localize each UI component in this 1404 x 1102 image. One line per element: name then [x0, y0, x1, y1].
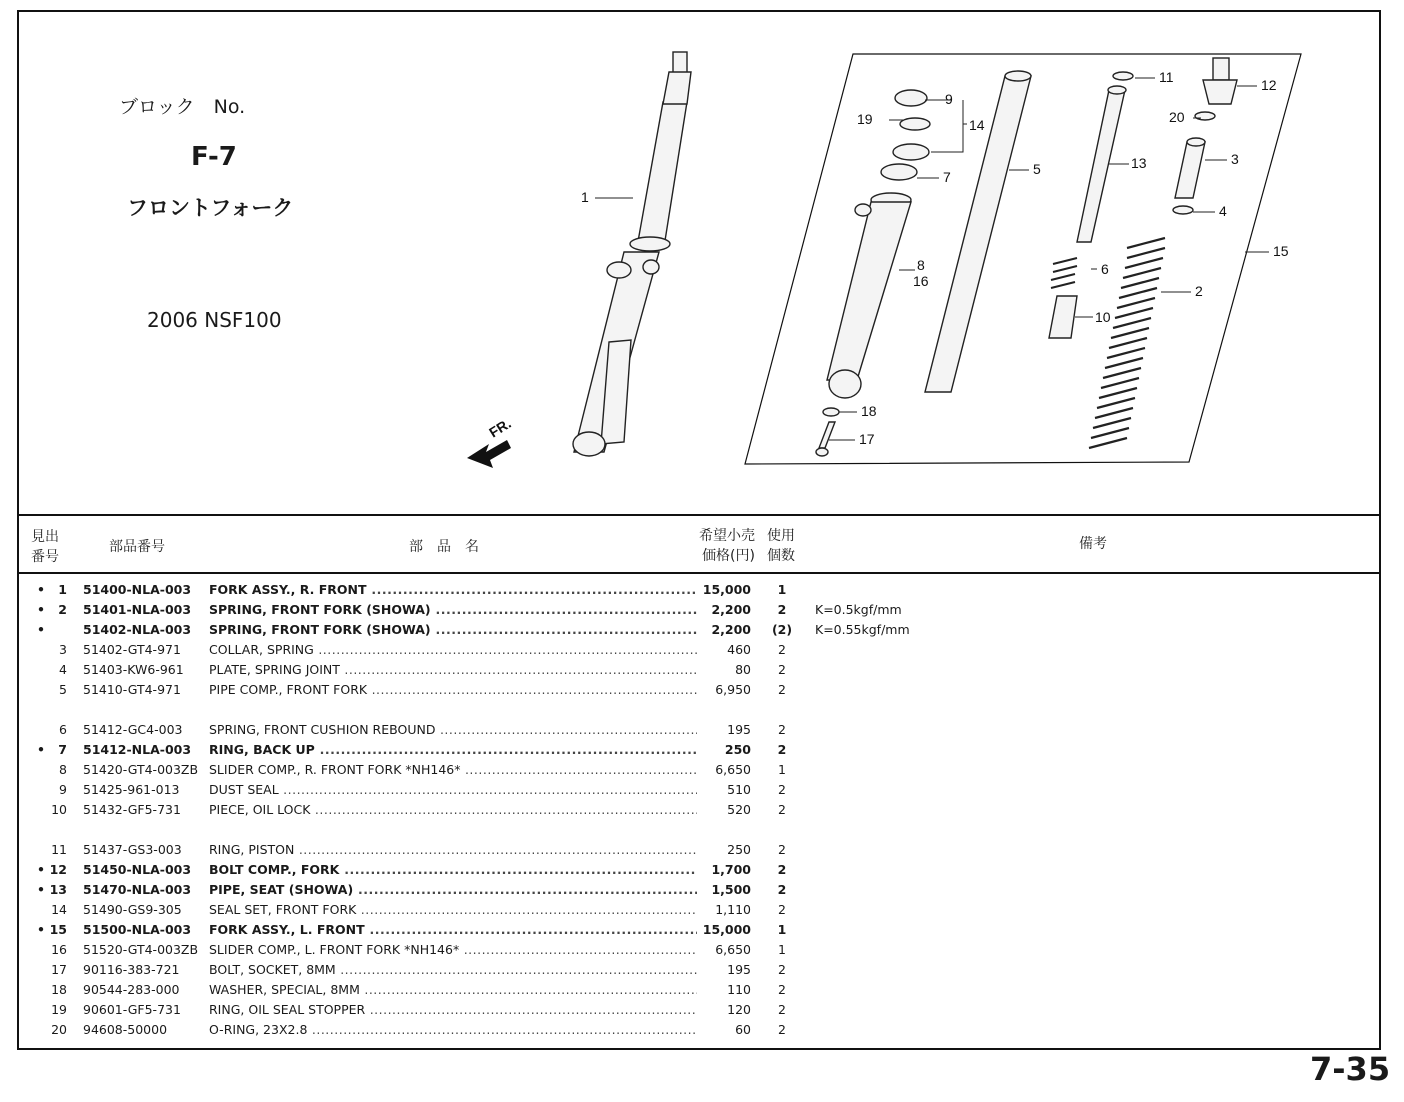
header-divider — [19, 572, 1379, 574]
callout-14: 14 — [969, 117, 985, 133]
part-name-cell: SLIDER COMP., L. FRONT FORK *NH146* ..... — [209, 940, 697, 960]
part-number-cell: 51402-NLA-003 — [83, 622, 192, 637]
quantity-cell: 1 — [777, 582, 787, 597]
table-row — [19, 940, 1379, 960]
callout-5: 5 — [1033, 161, 1041, 177]
price-cell: 110 — [727, 982, 751, 997]
price-cell: 510 — [727, 782, 751, 797]
col-header-remarks: 備考 — [1079, 536, 1107, 552]
price-cell: 195 — [727, 722, 751, 737]
part-number-cell: 51520-GT4-003ZB — [83, 942, 199, 957]
price-cell: 250 — [727, 842, 751, 857]
table-row — [19, 1020, 1379, 1040]
callout-6: 6 — [1101, 261, 1109, 277]
quantity-cell: 2 — [778, 782, 786, 797]
part-name-cell: PIPE COMP., FRONT FORK ..... — [209, 680, 697, 700]
table-row — [19, 920, 1379, 940]
ref-number: 2 — [58, 602, 67, 617]
table-row — [19, 800, 1379, 820]
col-header-part-no: 部品番号 — [109, 539, 165, 555]
part-name-cell: DUST SEAL ..... — [209, 780, 697, 800]
part-name-cell: PLATE, SPRING JOINT ..... — [209, 660, 697, 680]
callout-8: 8 — [917, 257, 925, 273]
quantity-cell: 1 — [778, 762, 786, 777]
table-row — [19, 880, 1379, 900]
table-row — [19, 720, 1379, 740]
price-cell: 15,000 — [702, 582, 751, 597]
quantity-cell: 2 — [778, 642, 786, 657]
ref-cell — [27, 880, 67, 900]
parts-page-frame — [17, 10, 1381, 1050]
ref-number: 4 — [59, 662, 67, 677]
table-row — [19, 900, 1379, 920]
quantity-cell: 2 — [777, 862, 787, 877]
callout-2: 2 — [1195, 283, 1203, 299]
new-part-mark: • — [37, 622, 45, 637]
ref-number: 17 — [51, 962, 67, 977]
price-cell: 15,000 — [702, 922, 751, 937]
price-cell: 2,200 — [711, 602, 751, 617]
part-name-cell: RING, PISTON ..... — [209, 840, 697, 860]
quantity-cell: 2 — [778, 902, 786, 917]
ref-number: 5 — [59, 682, 67, 697]
ref-number: 1 — [58, 582, 67, 597]
part-name-cell: FORK ASSY., R. FRONT ..... — [209, 580, 697, 600]
callout-15: 15 — [1273, 243, 1289, 259]
quantity-cell: 1 — [778, 942, 786, 957]
ref-cell — [27, 580, 67, 600]
table-row — [19, 580, 1379, 600]
ref-number: 14 — [51, 902, 67, 917]
part-number-cell: 51490-GS9-305 — [83, 902, 182, 917]
new-part-mark: • — [37, 922, 45, 937]
ref-cell — [27, 900, 67, 920]
part-name-cell: SEAL SET, FRONT FORK ..... — [209, 900, 697, 920]
part-number-cell: 51470-NLA-003 — [83, 882, 192, 897]
table-row — [19, 620, 1379, 640]
callout-3: 3 — [1231, 151, 1239, 167]
ref-number: 20 — [51, 1022, 67, 1037]
ref-cell — [27, 780, 67, 800]
part-number-cell: 51401-NLA-003 — [83, 602, 192, 617]
ref-cell — [27, 720, 67, 740]
ref-number: 9 — [59, 782, 67, 797]
part-name-cell: PIPE, SEAT (SHOWA) ..... — [209, 880, 697, 900]
part-number-cell: 51403-KW6-961 — [83, 662, 184, 677]
price-cell: 6,950 — [715, 682, 751, 697]
price-cell: 2,200 — [711, 622, 751, 637]
part-name-cell: SPRING, FRONT FORK (SHOWA) ..... — [209, 620, 697, 640]
ref-cell — [27, 800, 67, 820]
ref-cell — [27, 860, 67, 880]
ref-number: 10 — [51, 802, 67, 817]
quantity-cell: 2 — [778, 802, 786, 817]
part-number-cell: 94608-50000 — [83, 1022, 168, 1037]
new-part-mark: • — [37, 882, 45, 897]
part-name-cell: BOLT, SOCKET, 8MM ..... — [209, 960, 697, 980]
callout-12: 12 — [1261, 77, 1277, 93]
quantity-cell: 1 — [777, 922, 787, 937]
col-header-price: 希望小売 価格(円) — [699, 528, 755, 564]
callout-4: 4 — [1219, 203, 1227, 219]
ref-number: 12 — [49, 862, 67, 877]
callout-1: 1 — [581, 189, 589, 205]
price-cell: 120 — [727, 1002, 751, 1017]
ref-number: 15 — [49, 922, 67, 937]
price-cell: 460 — [727, 642, 751, 657]
diagram-area — [19, 12, 1379, 516]
block-number: F-7 — [191, 142, 237, 172]
ref-cell — [27, 760, 67, 780]
table-row — [19, 980, 1379, 1000]
part-name-cell: RING, BACK UP ..... — [209, 740, 697, 760]
block-name: フロントフォーク — [127, 196, 294, 220]
quantity-cell: 2 — [778, 662, 786, 677]
part-name-cell: FORK ASSY., L. FRONT ..... — [209, 920, 697, 940]
page-number: 7-35 — [1310, 1050, 1391, 1088]
part-name-cell: WASHER, SPECIAL, 8MM ..... — [209, 980, 697, 1000]
part-name-cell: SLIDER COMP., R. FRONT FORK *NH146* ..... — [209, 760, 697, 780]
part-name-cell: SPRING, FRONT CUSHION REBOUND ..... — [209, 720, 697, 740]
new-part-mark: • — [37, 602, 45, 617]
ref-cell — [27, 960, 67, 980]
callout-17: 17 — [859, 431, 875, 447]
table-row — [19, 660, 1379, 680]
remarks-cell: K=0.55kgf/mm — [815, 622, 910, 637]
part-name-cell: RING, OIL SEAL STOPPER ..... — [209, 1000, 697, 1020]
ref-cell — [27, 680, 67, 700]
ref-cell — [27, 940, 67, 960]
quantity-cell: 2 — [778, 1022, 786, 1037]
col-header-qty: 使用 個数 — [767, 528, 795, 564]
price-cell: 60 — [735, 1022, 751, 1037]
table-row — [19, 960, 1379, 980]
ref-number: 18 — [51, 982, 67, 997]
rebound-spring-drawing — [1051, 258, 1077, 288]
callout-16: 16 — [913, 273, 929, 289]
ref-number: 19 — [51, 1002, 67, 1017]
ref-cell — [27, 980, 67, 1000]
part-number-cell: 90116-383-721 — [83, 962, 180, 977]
part-number-cell: 90601-GF5-731 — [83, 1002, 181, 1017]
new-part-mark: • — [37, 582, 45, 597]
quantity-cell: 2 — [778, 722, 786, 737]
callout-19: 19 — [857, 111, 873, 127]
ref-number: 7 — [58, 742, 67, 757]
price-cell: 520 — [727, 802, 751, 817]
ref-cell — [27, 640, 67, 660]
table-row — [19, 680, 1379, 700]
ref-cell — [27, 740, 67, 760]
callout-11: 11 — [1159, 69, 1174, 85]
part-name-cell: COLLAR, SPRING ..... — [209, 640, 697, 660]
ref-number: 3 — [59, 642, 67, 657]
col-header-name: 部 品 名 — [409, 539, 479, 555]
callout-18: 18 — [861, 403, 877, 419]
ref-cell — [27, 600, 67, 620]
ref-cell — [27, 660, 67, 680]
part-number-cell: 51412-NLA-003 — [83, 742, 192, 757]
callout-20: 20 — [1169, 109, 1185, 125]
ref-cell — [27, 620, 67, 640]
part-number-cell: 51402-GT4-971 — [83, 642, 181, 657]
part-number-cell: 51450-NLA-003 — [83, 862, 192, 877]
part-number-cell: 51412-GC4-003 — [83, 722, 183, 737]
ref-number: 8 — [59, 762, 67, 777]
ref-cell — [27, 840, 67, 860]
ref-number: 6 — [59, 722, 67, 737]
price-cell: 6,650 — [715, 942, 751, 957]
part-number-cell: 51500-NLA-003 — [83, 922, 192, 937]
front-arrow-icon — [467, 440, 511, 468]
exploded-diagram — [19, 12, 1379, 512]
block-label: ブロック No. — [119, 96, 246, 118]
table-row — [19, 860, 1379, 880]
front-arrow-label: FR. — [486, 415, 514, 441]
part-number-cell: 51432-GF5-731 — [83, 802, 181, 817]
callout-10: 10 — [1095, 309, 1111, 325]
part-name-cell: BOLT COMP., FORK ..... — [209, 860, 697, 880]
table-row — [19, 640, 1379, 660]
table-row — [19, 740, 1379, 760]
part-number-cell: 51420-GT4-003ZB — [83, 762, 199, 777]
remarks-cell: K=0.5kgf/mm — [815, 602, 902, 617]
table-row — [19, 840, 1379, 860]
part-name-cell: O-RING, 23X2.8 ..... — [209, 1020, 697, 1040]
model-name: 2006 NSF100 — [147, 308, 282, 332]
ref-number: 13 — [49, 882, 67, 897]
table-row — [19, 1000, 1379, 1020]
quantity-cell: 2 — [778, 982, 786, 997]
part-number-cell: 51437-GS3-003 — [83, 842, 182, 857]
new-part-mark: • — [37, 742, 45, 757]
quantity-cell: 2 — [778, 962, 786, 977]
part-number-cell: 51400-NLA-003 — [83, 582, 192, 597]
table-row — [19, 780, 1379, 800]
ref-cell — [27, 1020, 67, 1040]
price-cell: 195 — [727, 962, 751, 977]
price-cell: 6,650 — [715, 762, 751, 777]
callout-7: 7 — [943, 169, 951, 185]
part-number-cell: 90544-283-000 — [83, 982, 180, 997]
table-row — [19, 600, 1379, 620]
ref-number: 11 — [51, 842, 67, 857]
price-cell: 80 — [735, 662, 751, 677]
callout-13: 13 — [1131, 155, 1147, 171]
quantity-cell: 2 — [777, 742, 787, 757]
part-number-cell: 51425-961-013 — [83, 782, 180, 797]
table-row — [19, 760, 1379, 780]
quantity-cell: 2 — [778, 1002, 786, 1017]
ref-cell — [27, 1000, 67, 1020]
quantity-cell: (2) — [771, 622, 793, 637]
price-cell: 1,700 — [711, 862, 751, 877]
ref-cell — [27, 920, 67, 940]
part-number-cell: 51410-GT4-971 — [83, 682, 181, 697]
new-part-mark: • — [37, 862, 45, 877]
part-name-cell: PIECE, OIL LOCK ..... — [209, 800, 697, 820]
price-cell: 1,110 — [715, 902, 751, 917]
quantity-cell: 2 — [778, 682, 786, 697]
price-cell: 1,500 — [711, 882, 751, 897]
quantity-cell: 2 — [778, 842, 786, 857]
fork-assembly-drawing — [573, 52, 691, 456]
ref-number: 16 — [51, 942, 67, 957]
quantity-cell: 2 — [777, 882, 787, 897]
part-name-cell: SPRING, FRONT FORK (SHOWA) ..... — [209, 600, 697, 620]
price-cell: 250 — [724, 742, 751, 757]
exploded-view-box — [745, 54, 1301, 464]
callout-9: 9 — [945, 91, 953, 107]
quantity-cell: 2 — [777, 602, 787, 617]
col-header-ref: 見出 番号 — [31, 529, 59, 565]
